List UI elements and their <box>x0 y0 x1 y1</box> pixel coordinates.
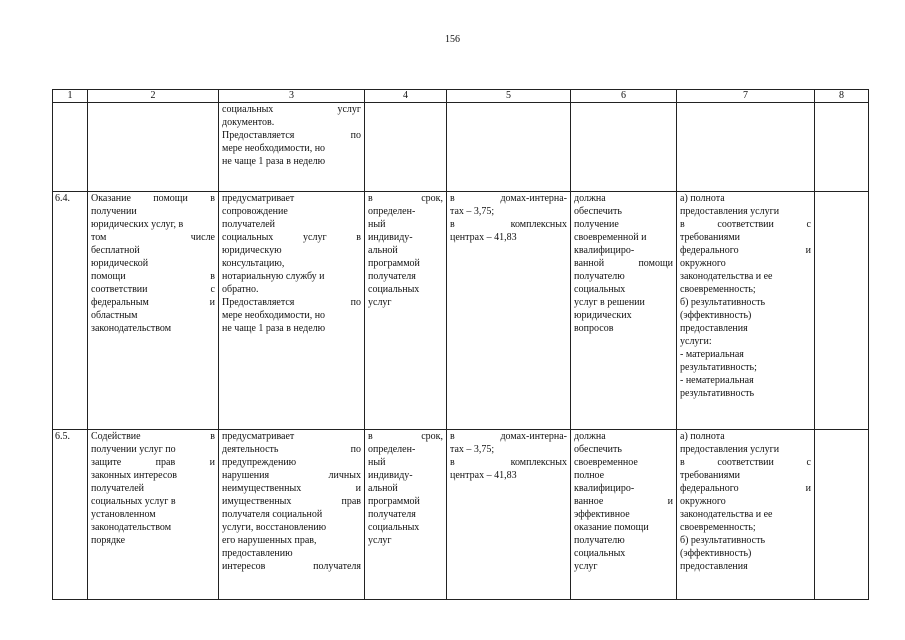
cell-text-line: помощи в <box>91 271 215 282</box>
cell-text-line: окружного <box>680 496 726 507</box>
cell-text-line: социальных услуг в <box>91 496 176 507</box>
table-cell <box>365 430 447 600</box>
cell-text-line: мере необходимости, но <box>222 310 326 321</box>
cell-text-line: сопровождение <box>222 206 288 217</box>
table-row <box>53 430 869 600</box>
cell-text-line: квалифициро- <box>574 483 635 494</box>
cell-text-line: индивиду- <box>368 232 413 243</box>
column-header-3: 3 <box>219 90 365 103</box>
cell-text-line: (эффективность) <box>680 310 752 321</box>
cell-text-line: программой <box>368 496 420 507</box>
cell-text-line: а) полнота <box>680 193 725 204</box>
table-cell <box>677 192 815 430</box>
cell-text-line: порядке <box>91 535 126 546</box>
cell-text-line: своевременной и <box>574 232 647 243</box>
cell-text-line: предоставления <box>680 561 748 572</box>
table-cell <box>677 103 815 192</box>
cell-text-line: не чаще 1 раза в неделю <box>222 156 326 167</box>
cell-text-line: законодательства и ее <box>680 271 773 282</box>
cell-text-line: 6.4. <box>55 193 70 204</box>
table-cell <box>815 103 869 192</box>
cell-text-line: законодательством <box>91 522 172 533</box>
cell-text-line: предупреждению <box>222 457 297 468</box>
column-header-6: 6 <box>571 90 677 103</box>
cell-text-line: обратно. <box>222 284 259 295</box>
cell-text-line: тах – 3,75; <box>450 206 495 217</box>
cell-text-line: своевременность; <box>680 284 756 295</box>
table-cell <box>219 103 365 192</box>
cell-text-line: юридической <box>91 258 149 269</box>
cell-text-line: федерального и <box>680 245 811 256</box>
cell-text-line: в домах-интерна- <box>450 431 567 442</box>
cell-text-line: Предоставляется по <box>222 297 361 308</box>
cell-text-line: результативность; <box>680 362 757 373</box>
cell-text-line: документов. <box>222 117 275 128</box>
cell-text-line: получении <box>91 206 137 217</box>
table-cell <box>219 430 365 600</box>
table-cell <box>447 430 571 600</box>
table-cell <box>88 430 219 600</box>
cell-text-line: социальных <box>368 522 420 533</box>
cell-text-line: предусматривает <box>222 193 295 204</box>
cell-text-line: соответствии с <box>91 284 215 295</box>
cell-text-line: (эффективность) <box>680 548 752 559</box>
cell-text-line: услуги: <box>680 336 712 347</box>
column-header-7: 7 <box>677 90 815 103</box>
cell-text-line: бесплатной <box>91 245 140 256</box>
cell-text-line: получении услуг по <box>91 444 176 455</box>
cell-text-line: б) результативность <box>680 297 766 308</box>
cell-text-line: в срок, <box>368 193 443 204</box>
column-header-1: 1 <box>53 90 88 103</box>
table-cell <box>365 103 447 192</box>
cell-text-line: Предоставляется по <box>222 130 361 141</box>
table-cell <box>447 192 571 430</box>
cell-text-line: имущественных прав <box>222 496 361 507</box>
table-row <box>53 103 869 192</box>
cell-text-line: деятельность по <box>222 444 361 455</box>
cell-text-line: получение <box>574 219 619 230</box>
cell-text-line: получателей <box>91 483 145 494</box>
cell-text-line: юридических услуг, в <box>91 219 184 230</box>
column-header-4: 4 <box>365 90 447 103</box>
table-cell <box>677 430 815 600</box>
cell-text-line: предусматривает <box>222 431 295 442</box>
column-header-2: 2 <box>88 90 219 103</box>
cell-text-line: неимущественных и <box>222 483 361 494</box>
cell-text-line: окружного <box>680 258 726 269</box>
cell-text-line: том числе <box>91 232 215 243</box>
cell-text-line: ный <box>368 219 386 230</box>
cell-text-line: получателю <box>574 535 625 546</box>
cell-text-line: нотариальную службу и <box>222 271 325 282</box>
cell-text-line: услуг <box>368 297 392 308</box>
cell-text-line: определен- <box>368 206 416 217</box>
cell-text-line: программой <box>368 258 420 269</box>
cell-text-line: тах – 3,75; <box>450 444 495 455</box>
cell-text-line: предоставления услуги <box>680 206 780 217</box>
table-cell <box>815 430 869 600</box>
cell-text-line: законодательством <box>91 323 172 334</box>
cell-text-line: требованиями <box>680 232 741 243</box>
table-row <box>53 192 869 430</box>
cell-text-line: нарушения личных <box>222 470 361 481</box>
cell-text-line: получателя социальной <box>222 509 323 520</box>
cell-text-line: полное <box>574 470 605 481</box>
cell-text-line: в соответствии с <box>680 457 811 468</box>
cell-text-line: должна <box>574 193 606 204</box>
cell-text-line: социальных <box>368 284 420 295</box>
cell-text-line: - материальная <box>680 349 744 360</box>
page-number: 156 <box>445 34 460 45</box>
cell-text-line: консультацию, <box>222 258 285 269</box>
cell-text-line: альной <box>368 483 398 494</box>
cell-text-line: Оказание помощи в <box>91 193 215 204</box>
cell-text-line: обеспечить <box>574 206 622 217</box>
cell-text-line: социальных <box>574 548 626 559</box>
cell-text-line: услуг в решении <box>574 297 645 308</box>
cell-text-line: ванное и <box>574 496 673 507</box>
table-cell <box>571 430 677 600</box>
services-table <box>52 89 869 600</box>
cell-text-line: своевременность; <box>680 522 756 533</box>
cell-text-line: получателю <box>574 271 625 282</box>
cell-text-line: центрах – 41,83 <box>450 232 517 243</box>
cell-text-line: определен- <box>368 444 416 455</box>
cell-text-line: социальных <box>574 284 626 295</box>
cell-text-line: мере необходимости, но <box>222 143 326 154</box>
table-cell <box>571 192 677 430</box>
cell-text-line: юридических <box>574 310 632 321</box>
cell-text-line: не чаще 1 раза в неделю <box>222 323 326 334</box>
cell-text-line: центрах – 41,83 <box>450 470 517 481</box>
cell-text-line: получателя <box>368 271 416 282</box>
cell-text-line: в комплексных <box>450 457 567 468</box>
cell-text-line: социальных услуг в <box>222 232 361 243</box>
cell-text-line: получателя <box>368 509 416 520</box>
cell-text-line: областным <box>91 310 138 321</box>
cell-text-line: его нарушенных прав, <box>222 535 317 546</box>
cell-text-line: а) полнота <box>680 431 725 442</box>
cell-text-line: вопросов <box>574 323 614 334</box>
cell-text-line: - нематериальная <box>680 375 754 386</box>
cell-text-line: в срок, <box>368 431 443 442</box>
cell-text-line: защите прав и <box>91 457 215 468</box>
cell-text-line: федерального и <box>680 483 811 494</box>
cell-text-line: требованиями <box>680 470 741 481</box>
table-cell <box>53 103 88 192</box>
cell-text-line: б) результативность <box>680 535 766 546</box>
cell-text-line: законодательства и ее <box>680 509 773 520</box>
cell-text-line: социальных услуг <box>222 104 361 115</box>
cell-text-line: законных интересов <box>91 470 178 481</box>
cell-text-line: установленном <box>91 509 156 520</box>
cell-text-line: предоставлению <box>222 548 293 559</box>
column-header-8: 8 <box>815 90 869 103</box>
cell-text-line: предоставления <box>680 323 748 334</box>
cell-text-line: квалифициро- <box>574 245 635 256</box>
table-cell <box>88 192 219 430</box>
cell-text-line: услуги, восстановлению <box>222 522 327 533</box>
cell-text-line: 6.5. <box>55 431 70 442</box>
cell-text-line: юридическую <box>222 245 282 256</box>
cell-text-line: ванной помощи <box>574 258 673 269</box>
cell-text-line: должна <box>574 431 606 442</box>
table-cell <box>365 192 447 430</box>
cell-text-line: обеспечить <box>574 444 622 455</box>
cell-text-line: Содействие в <box>91 431 215 442</box>
cell-text-line: в комплексных <box>450 219 567 230</box>
cell-text-line: своевременное <box>574 457 638 468</box>
cell-text-line: в соответствии с <box>680 219 811 230</box>
header-row <box>53 90 869 103</box>
cell-text-line: получателей <box>222 219 276 230</box>
cell-text-line: предоставления услуги <box>680 444 780 455</box>
cell-text-line: услуг <box>368 535 392 546</box>
table-cell <box>815 192 869 430</box>
cell-text-line: результативность <box>680 388 755 399</box>
table-cell <box>53 430 88 600</box>
table-cell <box>88 103 219 192</box>
cell-text-line: федеральным и <box>91 297 215 308</box>
cell-text-line: эффективное <box>574 509 630 520</box>
table-cell <box>53 192 88 430</box>
cell-text-line: альной <box>368 245 398 256</box>
table-cell <box>447 103 571 192</box>
cell-text-line: ный <box>368 457 386 468</box>
table-cell <box>219 192 365 430</box>
cell-text-line: в домах-интерна- <box>450 193 567 204</box>
cell-text-line: индивиду- <box>368 470 413 481</box>
column-header-5: 5 <box>447 90 571 103</box>
cell-text-line: оказание помощи <box>574 522 649 533</box>
cell-text-line: услуг <box>574 561 598 572</box>
cell-text-line: интересов получателя <box>222 561 361 572</box>
table-cell <box>571 103 677 192</box>
